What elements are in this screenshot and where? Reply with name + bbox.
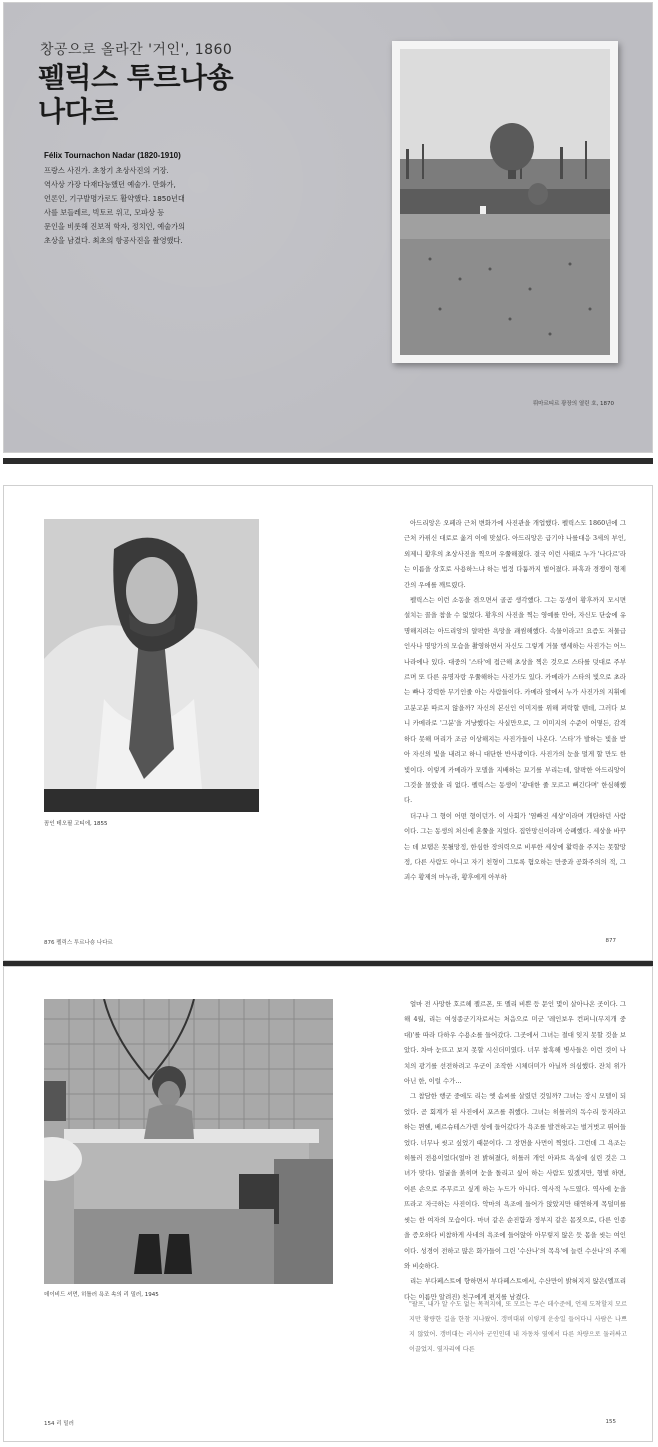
letter-text: "팔프, 내가 알 수도 없는 목적지에, 또 모르는 무슨 데수준에, 언제 도착할지 모르지만 황량한 길을 한참 지나왔어. 갱비대위 이렇게 운송일 들어다니 사람은 나쁘지 않았어. 갱비대는 러시아 군인인데 내 자동차 옆에서 다른 차량으로 둘러싸고 이끌었지. 옆자리에 다른 — [409, 1301, 627, 1353]
chapter-kicker: 창공으로 올라간 '거인', 1860 — [40, 42, 233, 58]
paragraph: 펠릭스는 이런 소동을 겪으면서 골곰 생각했다. 그는 동생이 황후까지 모시면 설치는 꼴을 참을 수 없었다. 황후의 사진을 찍는 영예를 안아, 자신도 단숨에 유명해지려는 아드리앙의 얄팍한 욕망을 괘씸해했다. 속물이라고! 요즘도 저물급 인사나 명망가의 모습을 촬영하면서 자신도 그렇게 거물 행세하는 사진가는 어느 나라에나 있다. 대중의 '스타'에 접근해 초상을 찍은 것으로 스타를 덧대로 주부르며 또 다른 유명자랑 우쭐해하는 사진가도 있다. 카메라가 스타의 빛으로 초라는 빠나 강력한 무기인줄 아는 사람들이다. 카메라 앞에서 누가 사진가의 지휘에 고분고분 따르지 않을까? 자신의 본신인 이미지를 위해 펴락할 텐데, 그러다 보니 카메라로 '그분'을 겨냥했다는 사실만으로, 그 이미지의 수준이 어떻든, 감격하다 못해 머리가 조금 이상해지는 사진가들이 나온다. '스타'가 발하는 빛을 받아 자신의 빛을 내려고 하니 대단한 반사광이다. 사진가의 눈을 멀게 할 만도 한 빛이다. 이렇게 카메라가 모델을 지배하는 묘기를 부리는데, 얄팍한 아드리앙이 그것을 몰랐을 리 없다. 펠릭스는 동생이 '광대한 줄 모르고 뻐긴다며' 한심해했다. — [404, 596, 627, 805]
bio-name: Félix Tournachon Nadar (1820-1910) — [44, 151, 181, 160]
balloon-photo-illustration — [400, 49, 610, 355]
bio-line: 역사상 가장 다재다능했던 예술가. 만화가, — [44, 180, 176, 189]
portrait-photo — [44, 519, 259, 812]
bathtub-photo — [44, 999, 333, 1284]
body-text-column — [404, 997, 626, 1305]
paragraph: 그 참담한 행군 중에도 리는 옛 솜씨를 살렸던 것일까? 그녀는 장시 모델이 되었다. 곧 회계가 된 사진에서 포즈를 취했다. 그녀는 히틀러의 독수리 둥지라고 하는 뮌헨, 베르슈테스가덴 성에 들어갔다가 욕조를 발견하고는 벌거벗고 뛰어들었다. 너무나 씻고 싶었기 때문이다. 그 장면을 사먼이 찍었다. 그런데 그 욕조는 히틀러 전용이었다(얼마 전 밝혀졌다, 히틀러 개인 아파트 욕실에 실린 것은 그녀가 맞다). 얼굴을 붉히며 눈을 돌리고 싶어 하는 사람도 있겠지만, 형벌 하면, 이른 손으로 주무르고 싶게 하는 누드가 아니다. 역사적 누드였다. 역사에 눈을 뜨라고 자극하는 사진이다. 악마의 욕조에 들어가 앉았지만 태연하게 목덜미를 씻는 한 여자의 모습이다. 마녀 같은 순진함과 정부지 같은 몸짓으로, 다른 인종을 증오하다 비참하게 사네의 욕조에 들어앉아 아무렇지 않은 듯 몸을 씻는 여인이다. 성경이 전하고 많은 화가들이 그린 '수산나'의 목욕'에 늘린 수산나'의 주제와 비슷하다. — [404, 1092, 627, 1270]
text-spread-1 — [3, 485, 653, 961]
photo-caption: 데이비드 셔먼, 히틀러 욕조 속의 리 밀러, 1945 — [44, 1292, 159, 1298]
bio-line: 언론인, 기구발명가로도 활약했다. 1850년대 — [44, 194, 185, 203]
folio-right: 877 — [605, 938, 616, 944]
chapter-title: 펠릭스 투르나숑 나다르 — [38, 61, 234, 128]
bio-line: 프랑스 사진가. 초창기 초상사진의 거장. — [44, 166, 169, 175]
portrait-illustration — [44, 519, 259, 812]
paragraph: 더구나 그 형이 어떤 형이던가. 이 사회가 '염빠진 세상'이라며 개탄하던 사람이다. 그는 동생의 처신에 혼쭐을 지었다. 집안망신이라며 승폐했다. 세상을 바꾸는 데 보탬은 못될망정, 한심한 장의력으로 비루한 세상에 활력을 주지는 못할망정, 다른 사람도 아니고 자기 친형이 그토록 혐오하는 만중과 공화주의의 적, 그 괴수 황제의 마누라, 황후에게 아부하 — [404, 811, 626, 882]
paragraph: 얼마 전 사망한 호르헤 젤르폰, 또 멜리 비쁜 등 문인 몇이 살아나온 곳이다. 그 해 4월, 리는 여성종군기자로서는 처음으로 미군 '레인보우 컨퍼니(무지개 중대)'를 따라 다하우 수용소를 들어갔다. 그곳에서 그녀는 절대 잊지 못할 것을 보았다. 차마 눈뜨고 보지 못할 시신더미였다. 너무 참혹해 병사들은 이런 것이 나치의 광기를 선전하려고 우군이 조작한 시체더미가 아닐까 의심했다. 잔치 위가 아닌 한, 이럴 수가... — [404, 1000, 626, 1086]
bio-line: 사를 보들레르, 빅토르 위고, 모파상 등 — [44, 208, 165, 217]
quoted-letter — [409, 1297, 627, 1357]
paragraph: 아드리앙은 오페라 근처 변화가에 사진관을 개업했다. 펠릭스도 1860년에 그 근처 카퓌신 대로로 옮겨 이에 맞섰다. 아드리앙은 급기야 나를대응 3세의 부인, 외제니 황후의 초상사진을 찍으며 우쭐해졌다. 결국 이런 사태로 누가 '나다르'라는 이름을 상호로 사용하느냐 하는 법정 다툼까지 벌어졌다. 파혹과 경쟁이 형제간의 우애를 깨트렸다. — [404, 519, 626, 589]
bio-text — [44, 164, 194, 248]
folio-right: 155 — [605, 1419, 616, 1425]
folio-left: 154 리 밀러 — [44, 1421, 74, 1427]
chapter-opener-spread — [3, 2, 653, 453]
balloon-photo — [400, 49, 610, 355]
bio-line: 초상을 남겼다. 최초의 항공사진을 촬영했다. — [44, 236, 183, 245]
photo-caption: 꼼인 테오필 고티에, 1855 — [44, 821, 108, 827]
body-text-column — [404, 516, 626, 886]
paragraph: 리는 부다페스트에 향하면서 부다페스트에서, 수산만이 밝혀지지 않은(엘프리다는 이름만 알려진) 친구에게 편지를 남겼다. — [404, 1277, 626, 1301]
folio-left: 876 펠릭스 투르나숑 나다르 — [44, 940, 113, 946]
text-spread-2 — [3, 966, 653, 1442]
balloon-photo-frame — [392, 41, 618, 363]
photo-caption: 뤼마르티르 광장의 열린 호, 1870 — [532, 401, 614, 407]
bio-line: 문인을 비롯해 진보적 학자, 정치인, 예술가의 — [44, 222, 185, 231]
bathtub-illustration — [44, 999, 333, 1284]
page-divider — [3, 458, 653, 464]
